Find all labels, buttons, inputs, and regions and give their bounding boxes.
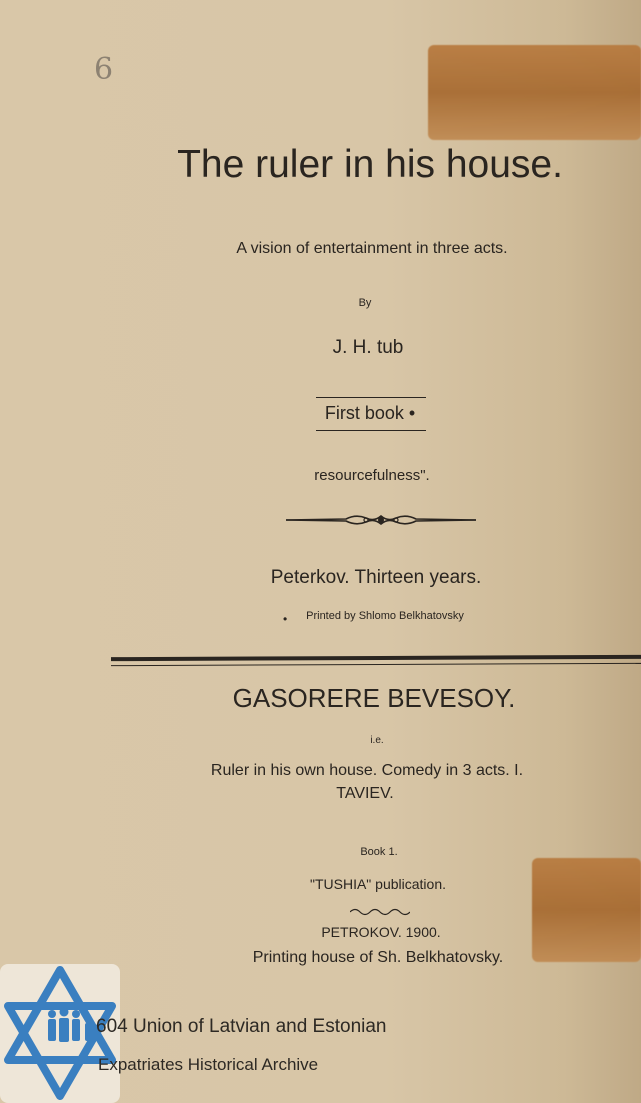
publication-label: "TUSHIA" publication.	[310, 876, 446, 892]
first-book-label: First book •	[324, 403, 416, 423]
author: J. H. tub	[332, 337, 404, 358]
tape-mark-top	[428, 45, 641, 140]
pencil-mark: 6	[94, 52, 114, 87]
place-year: Peterkov. Thirteen years.	[270, 567, 482, 588]
wavy-ornament	[350, 906, 410, 916]
rule-above-first-book	[316, 397, 426, 398]
printing-house: Printing house of Sh. Belkhatovsky.	[252, 949, 504, 966]
resourcefulness-text: resourcefulness".	[314, 467, 430, 484]
watermark-line2: Expatriates Historical Archive	[98, 1055, 319, 1074]
ornament-divider	[286, 510, 476, 530]
section2-place-year: PETROKOV. 1900.	[321, 924, 441, 940]
section-divider	[111, 655, 641, 661]
bullet-mark: •	[283, 612, 288, 626]
section2-title: GASORERE BEVESOY.	[232, 683, 516, 713]
section-divider-thin	[111, 663, 641, 666]
section2-line1: Ruler in his own house. Comedy in 3 acts. I.	[210, 762, 524, 779]
watermark-line1: 604 Union of Latvian and Estonian	[96, 1016, 387, 1037]
rule-below-first-book	[316, 430, 426, 431]
book-label: Book 1.	[360, 846, 398, 858]
tape-mark-bottom	[532, 858, 641, 962]
subtitle: A vision of entertainment in three acts.	[236, 240, 508, 257]
printed-by: Printed by Shlomo Belkhatovsky	[306, 610, 464, 622]
by-label: By	[358, 297, 372, 309]
page-title: The ruler in his house.	[177, 143, 563, 186]
section2-line2: TAVIEV.	[336, 785, 394, 802]
ie-label: i.e.	[370, 735, 384, 746]
